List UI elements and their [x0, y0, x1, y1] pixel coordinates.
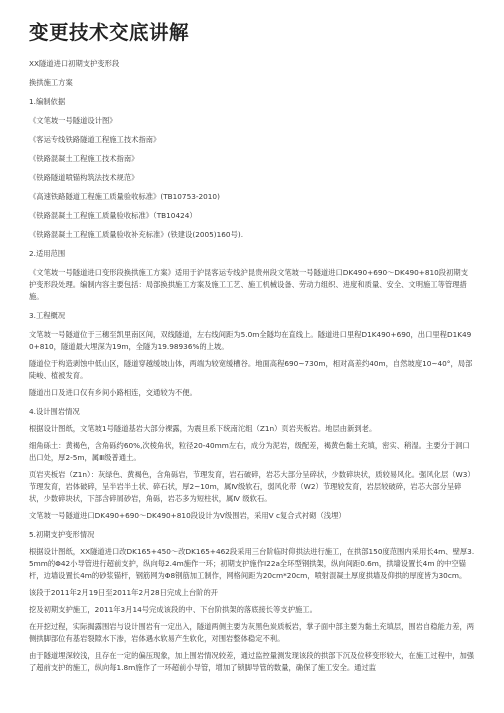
- paragraph-excavation: 在开挖过程，实际揭露围岩与设计围岩有一定出入，隧道两侧主要为灰黑色炭质板岩，掌子面中部主要为黏土充填层，围岩自稳能力差，两侧拱脚部位有基岩裂隙水下渗，岩体遇水软易产生软化，对围岩整体稳定不利。: [29, 622, 475, 643]
- paragraph-monitoring: 由于隧道埋深较浅，且存在一定的偏压现象，加上围岩情况较差，通过监控量测发现该段的拱部下沉及位移变形较大，在施工过程中，加强了超前支护的施工，纵向每1.8m施作了一环超前小导管，增加了锁脚导管的数量，确保了施工安全。通过监: [29, 651, 475, 672]
- paragraph-support-design: 根据设计图纸，XX隧道进口改DK165+450～改DK165+462段采用三台阶临时仰拱法进行施工，在拱部150度范围内采用长4m、壁厚3.5mm的Φ42小导管进行超前支护，纵向每2.4m施作一环；初期支护施作I22a全环型钢拱架，纵向间距0.6m，拱墙设置长4m 的中空锚杆，边墙设置长4m的砂浆锚杆，钢筋网为Φ8钢筋加工制作，网格间距为20cm*20cm，喷射混凝土厚度拱墙及仰拱的厚度皆为30cm。: [29, 547, 475, 580]
- reference-item: 《文笔坡一号隧道设计图》: [29, 116, 117, 125]
- paragraph-rock-design: 根据设计图纸，文笔坡1号隧道基岩大部分裸露，为震旦系下统南沱组（Z1n）页岩夹板岩。地层由新到老。: [29, 424, 377, 433]
- paragraph-overview: 文笔坡一号隧道位于三穗至凯里南区间，双线隧道，左右线间距为5.0m全隧均在直线上。隧道进口里程D1K490+690，出口里程D1K490+810，隧道最大埋深为19m，全隧为19.98936%的上坡。: [29, 330, 472, 351]
- paragraph-rock-grade: 文笔坡一号隧道进口DK490+690～DK490+810段设计为V级围岩，采用V c复合式衬砌（浅埋）: [29, 511, 346, 520]
- reference-item: 《铁路隧道喷锚构筑法技术规范》: [29, 173, 139, 182]
- reference-item: 《铁路混凝土工程施工质量验收补充标准》(铁建设(2005)160号).: [29, 230, 244, 239]
- paragraph-traffic: 隧道出口及进口仅有乡间小路相连，交通较为不便。: [29, 388, 197, 397]
- paragraph-shale: 页岩夹板岩（Z1n）：灰绿色、黄褐色，含角砾岩，节理发育，岩石破碎，岩芯大部分呈碎状，少数碎块状，质较易风化。强风化层（W3）节理发育，岩体破碎，呈半岩半土状、碎石状，厚2~10m，属Ⅳ级软石，弱风化带（W2）节理较发育，岩层较破碎，岩芯大部分呈碎状，少数碎块状，下部含碎屑砂岩，角砾，岩芯多为短柱状，属Ⅳ 级软石。: [29, 470, 475, 503]
- heading-overview: 3.工程概况: [29, 311, 66, 320]
- paragraph-terrain: 隧道位于构造剥蚀中低山区，隧道穿越缓坡山体，两端为较宽缓槽谷。地面高程690~730m，相对高差约40m，自然坡度10~40°，局部陡峻、植被发育。: [29, 359, 473, 380]
- heading-rock-conditions: 4.设计围岩情况: [29, 407, 80, 416]
- paragraph-gravel-soil: 细角砾土：黄褐色，含角砾约60%,次棱角状，粒径20-40mm左右，成分为泥岩，级配差，褐黄色黏土充填，密实、稍湿。主要分于洞口出口处，厚2-5m，属Ⅲ级普通土。: [29, 441, 470, 462]
- reference-item: 《铁路混凝土工程施工技术指南》: [29, 154, 139, 163]
- heading-deformation: 5.初期支护变形情况: [29, 530, 95, 539]
- reference-item: 《高速铁路隧道工程施工质量验收标准》(TB10753-2010): [29, 192, 220, 201]
- reference-item: 《铁路混凝土工程施工质量验收标准》（TB10424）: [29, 211, 197, 220]
- document-title: 变更技术交底讲解: [29, 21, 190, 44]
- paragraph-plan-name: 换拱施工方案: [29, 78, 73, 87]
- heading-scope: 2.适用范围: [29, 249, 66, 258]
- reference-item: 《客运专线铁路隧道工程施工技术指南》: [29, 135, 161, 144]
- paragraph-scope: 《文笔坡一号隧道进口变形段换拱施工方案》适用于沪昆客运专线沪昆贵州段文笔坡一号隧道进口DK490+690～DK490+810段初期支护变形段处理。编制内容主要包括：局部换拱施工方案及施工工艺、施工机械设备、劳动力组织、进度和质量、安全、文明施工等管理措施。: [29, 268, 468, 301]
- paragraph-tunnel-section: XX隧道进口初期支护变形段: [29, 59, 120, 68]
- paragraph-schedule: 该段于2011年2月19日至2011年2月28日完成上台阶的开: [29, 588, 219, 597]
- heading-basis: 1.编制依据: [29, 97, 66, 106]
- paragraph-schedule-cont: 挖及初期支护施工，2011年3月14号完成该段的中、下台阶拱架的落底接长等支护施工。: [29, 605, 317, 614]
